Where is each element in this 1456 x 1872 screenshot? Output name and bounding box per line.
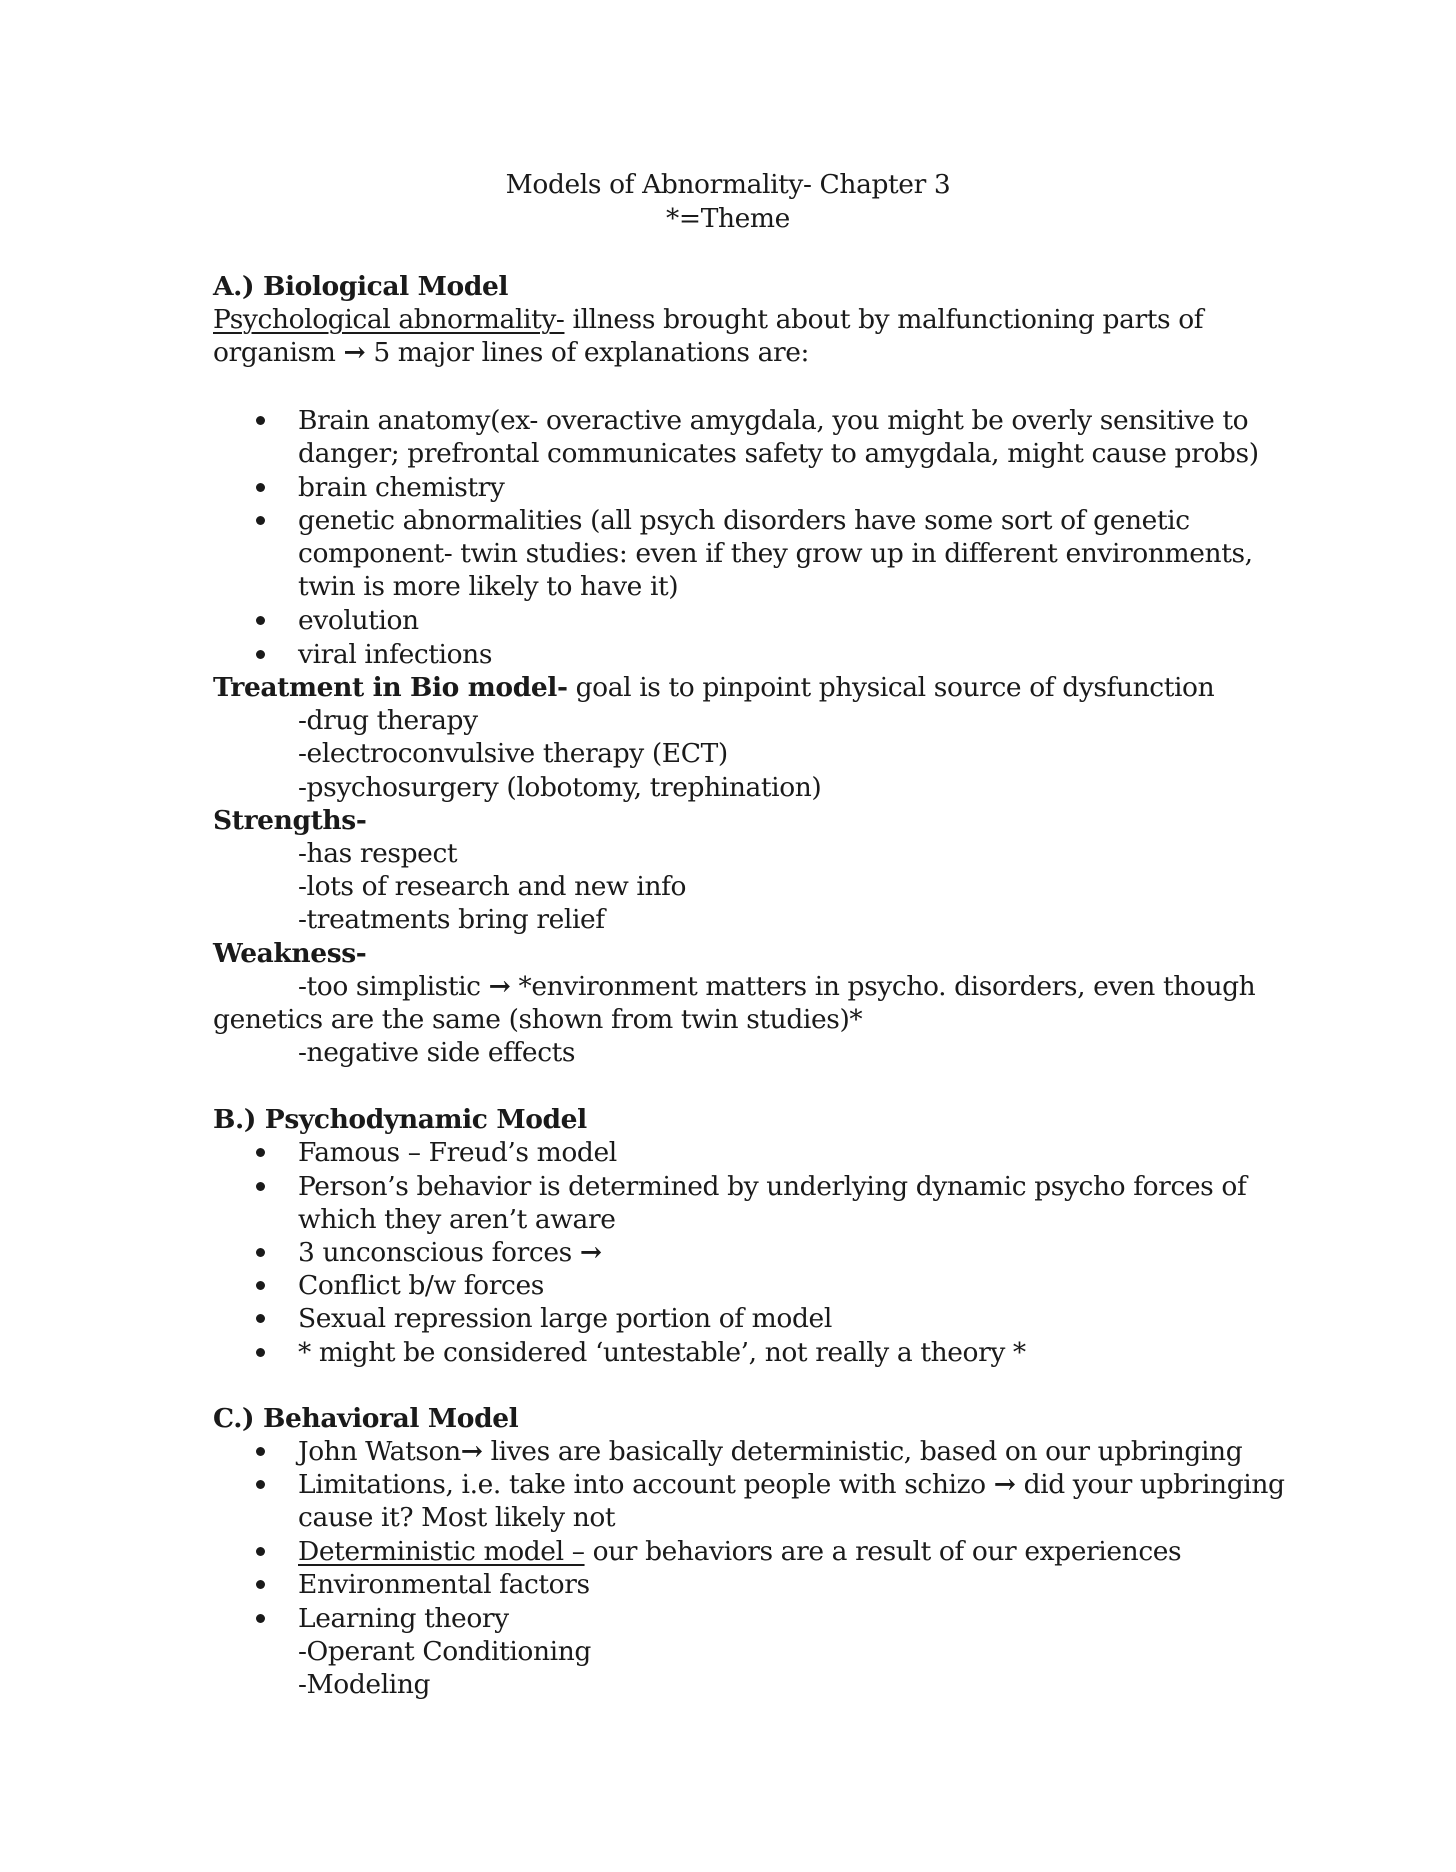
bullet-icon [256, 1547, 265, 1556]
strengths-heading: Strengths- [213, 805, 367, 836]
list-item: * might be considered ‘untestable’, not really a theory * [298, 1337, 1026, 1368]
bullet-icon [256, 616, 265, 625]
section-a-definition-line-2: organism → 5 major lines of explanations are: [213, 337, 810, 368]
deterministic-model-term: Deterministic model – [298, 1536, 585, 1567]
bullet-icon [256, 483, 265, 492]
theme-legend: *=Theme [666, 203, 790, 234]
bullet-icon [256, 1348, 265, 1357]
sub-item: -Operant Conditioning [298, 1636, 591, 1667]
list-item: Deterministic model – our behaviors are a result of our experiences [298, 1536, 1182, 1567]
list-item: 3 unconscious forces → [298, 1237, 602, 1268]
weakness-item-continuation: genetics are the same (shown from twin studies)* [213, 1004, 863, 1035]
page-title: Models of Abnormality- Chapter 3 [505, 169, 951, 200]
list-item-continuation: twin is more likely to have it) [298, 571, 679, 602]
bullet-icon [256, 1447, 265, 1456]
list-item: Sexual repression large portion of model [298, 1303, 832, 1334]
list-item-continuation: which they aren’t aware [298, 1204, 616, 1235]
list-item: Learning theory [298, 1603, 509, 1634]
arrow-icon: → [579, 1237, 602, 1268]
strength-item: -has respect [298, 838, 458, 869]
bullet-icon [256, 1614, 265, 1623]
treatment-item: -drug therapy [298, 705, 478, 736]
treatment-item: -psychosurgery (lobotomy, trephination) [298, 772, 822, 803]
list-item: Famous – Freud’s model [298, 1137, 617, 1168]
list-item: evolution [298, 605, 419, 636]
bullet-icon [256, 516, 265, 525]
weakness-item: -too simplistic → *environment matters in psycho. disorders, even though [298, 971, 1256, 1002]
list-item: brain chemistry [298, 472, 505, 503]
bullet-icon [256, 1314, 265, 1323]
bullet-icon [256, 416, 265, 425]
bullet-icon [256, 1248, 265, 1257]
arrow-icon: → [460, 1436, 483, 1467]
list-item: Environmental factors [298, 1569, 590, 1600]
arrow-icon: → [993, 1469, 1016, 1500]
treatment-heading: Treatment in Bio model- [213, 672, 568, 703]
definition-term: Psychological abnormality- [213, 304, 565, 335]
treatment-line: Treatment in Bio model- goal is to pinpoint physical source of dysfunction [213, 672, 1215, 703]
section-c-heading: C.) Behavioral Model [213, 1403, 519, 1434]
treatment-item: -electroconvulsive therapy (ECT) [298, 738, 728, 769]
strength-item: -lots of research and new info [298, 871, 687, 902]
list-item: Conflict b/w forces [298, 1270, 544, 1301]
section-a-definition-line-1: Psychological abnormality- illness brought about by malfunctioning parts of [213, 304, 1204, 335]
bullet-icon [256, 1281, 265, 1290]
sub-item: -Modeling [298, 1669, 431, 1700]
list-item: Limitations, i.e. take into account people with schizo → did your upbringing [298, 1469, 1285, 1500]
section-b-heading: B.) Psychodynamic Model [213, 1104, 587, 1135]
list-item-continuation: danger; prefrontal communicates safety to amygdala, might cause probs) [298, 438, 1259, 469]
weakness-heading: Weakness- [213, 938, 367, 969]
strength-item: -treatments bring relief [298, 904, 605, 935]
list-item: Person’s behavior is determined by underlying dynamic psycho forces of [298, 1171, 1247, 1202]
bullet-icon [256, 1480, 265, 1489]
bullet-icon [256, 650, 265, 659]
list-item: Brain anatomy(ex- overactive amygdala, you might be overly sensitive to [298, 405, 1249, 436]
section-a-heading: A.) Biological Model [213, 271, 509, 302]
bullet-icon [256, 1182, 265, 1191]
list-item: John Watson→ lives are basically deterministic, based on our upbringing [298, 1436, 1243, 1467]
bullet-icon [256, 1148, 265, 1157]
list-item: genetic abnormalities (all psych disorders have some sort of genetic [298, 505, 1190, 536]
arrow-icon: → [488, 971, 511, 1002]
arrow-icon: → [343, 337, 366, 368]
list-item-continuation: cause it? Most likely not [298, 1502, 616, 1533]
list-item: viral infections [298, 639, 493, 670]
bullet-icon [256, 1580, 265, 1589]
weakness-item: -negative side effects [298, 1037, 576, 1068]
list-item-continuation: component- twin studies: even if they grow up in different environments, [298, 538, 1253, 569]
